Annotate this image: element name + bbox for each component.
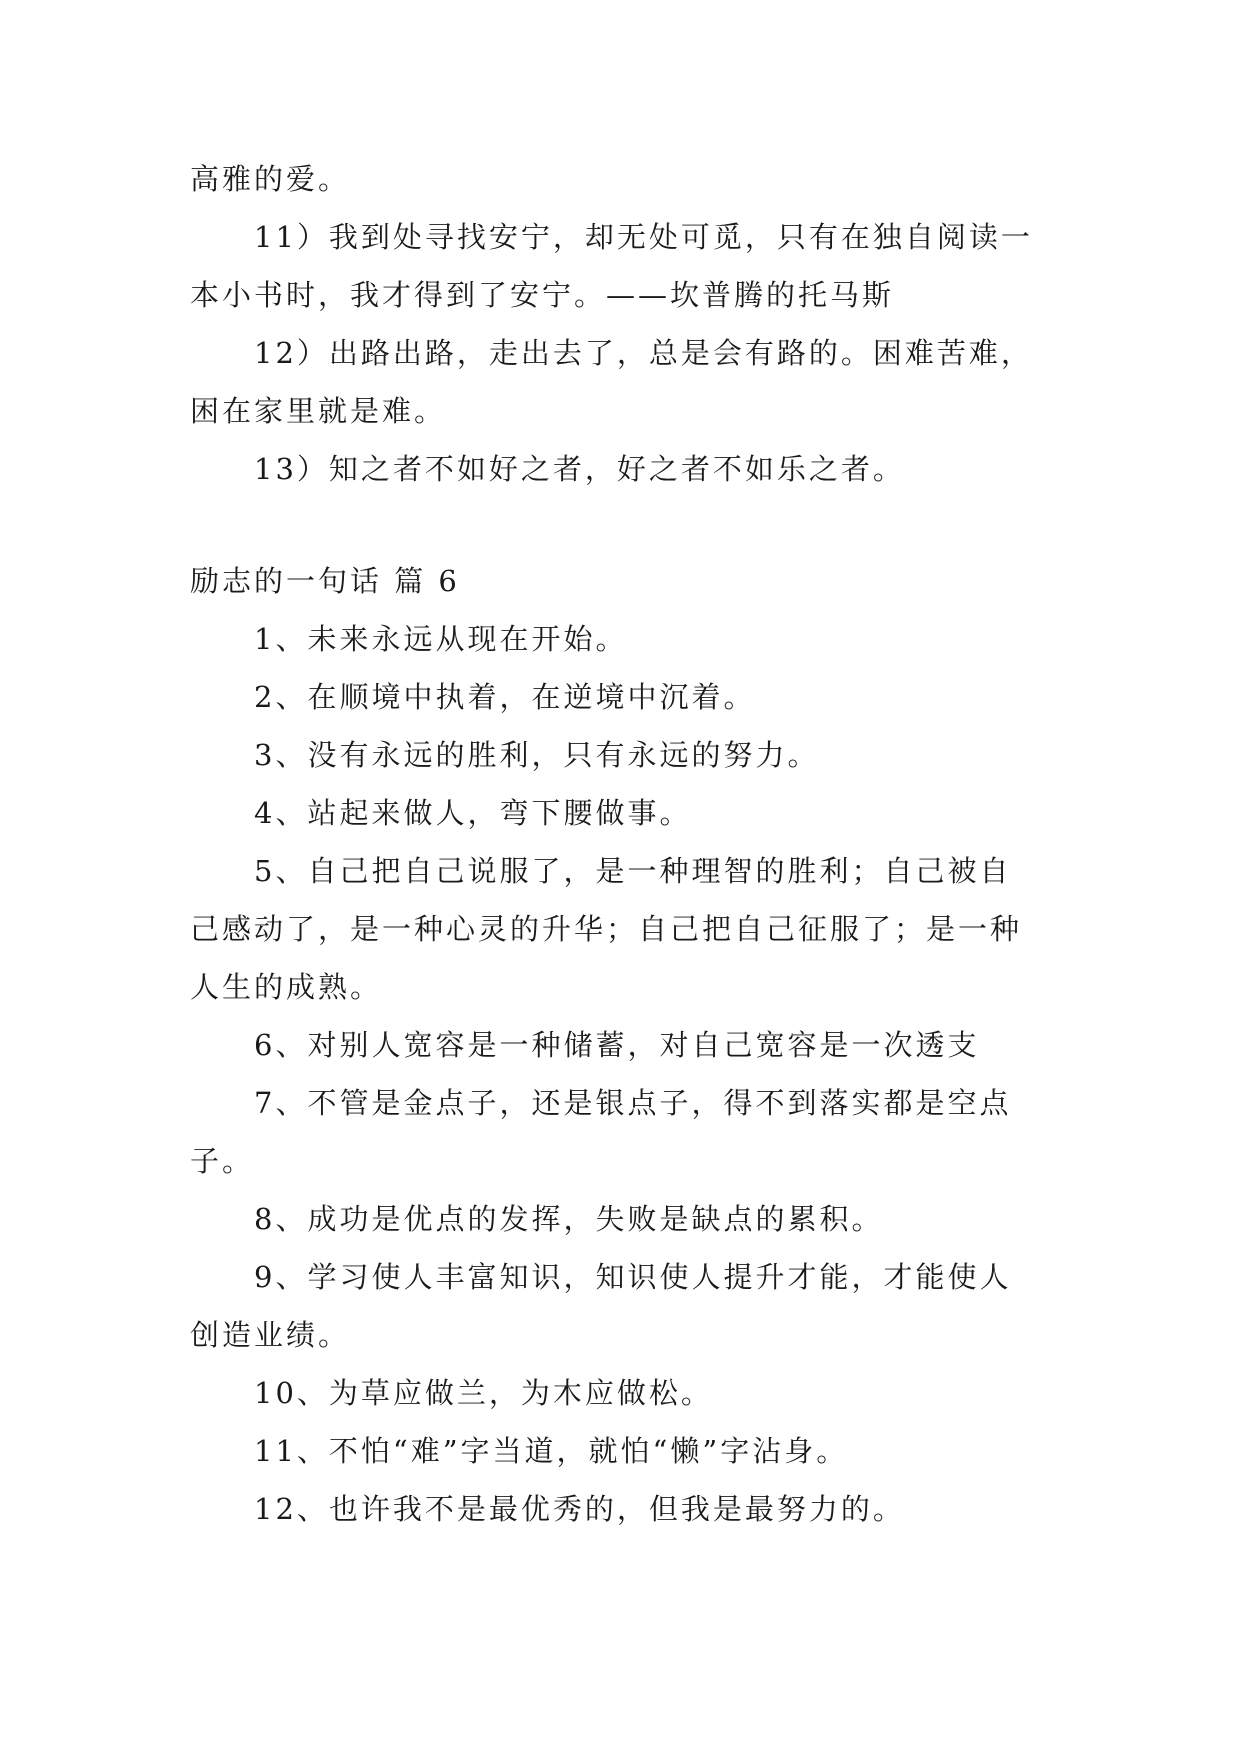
- section-item-3: 3、没有永远的胜利，只有永远的努力。: [254, 738, 820, 772]
- section-item-5-continuation-1: 己感动了，是一种心灵的升华；自己把自己征服了；是一种: [190, 912, 1023, 946]
- section-item-5: 5、自己把自己说服了，是一种理智的胜利；自己被自: [254, 854, 1012, 888]
- section-item-7-continuation: 子。: [190, 1144, 255, 1178]
- section-item-5-continuation-2: 人生的成熟。: [190, 970, 383, 1004]
- section-item-1: 1、未来永远从现在开始。: [254, 622, 628, 656]
- section-item-2: 2、在顺境中执着，在逆境中沉着。: [254, 680, 756, 714]
- section-item-7: 7、不管是金点子，还是银点子，得不到落实都是空点: [254, 1086, 1012, 1120]
- quote-item-12: 12）出路出路，走出去了，总是会有路的。困难苦难，: [254, 336, 1033, 370]
- section-item-12: 12、也许我不是最优秀的，但我是最努力的。: [254, 1492, 905, 1526]
- quote-item-12-continuation: 困在家里就是难。: [190, 394, 447, 428]
- section-item-8: 8、成功是优点的发挥，失败是缺点的累积。: [254, 1202, 884, 1236]
- section-title: 励志的一句话 篇 6: [190, 564, 460, 598]
- section-item-11: 11、不怕“难”字当道，就怕“懒”字沾身。: [254, 1434, 849, 1468]
- document-body: [190, 150, 1060, 1538]
- section-item-10: 10、为草应做兰，为木应做松。: [254, 1376, 713, 1410]
- section-item-9: 9、学习使人丰富知识，知识使人提升才能，才能使人: [254, 1260, 1012, 1294]
- section-item-9-continuation: 创造业绩。: [190, 1318, 351, 1352]
- section-item-6: 6、对别人宽容是一种储蓄，对自己宽容是一次透支: [254, 1028, 980, 1062]
- quote-item-11-continuation: 本小书时，我才得到了安宁。——坎普腾的托马斯: [190, 278, 895, 312]
- quote-item-11: 11）我到处寻找安宁，却无处可觅，只有在独自阅读一: [254, 220, 1033, 254]
- section-item-4: 4、站起来做人，弯下腰做事。: [254, 796, 692, 830]
- quote-item-13: 13）知之者不如好之者，好之者不如乐之者。: [254, 452, 905, 486]
- text-line-continuation: 高雅的爱。: [190, 162, 351, 196]
